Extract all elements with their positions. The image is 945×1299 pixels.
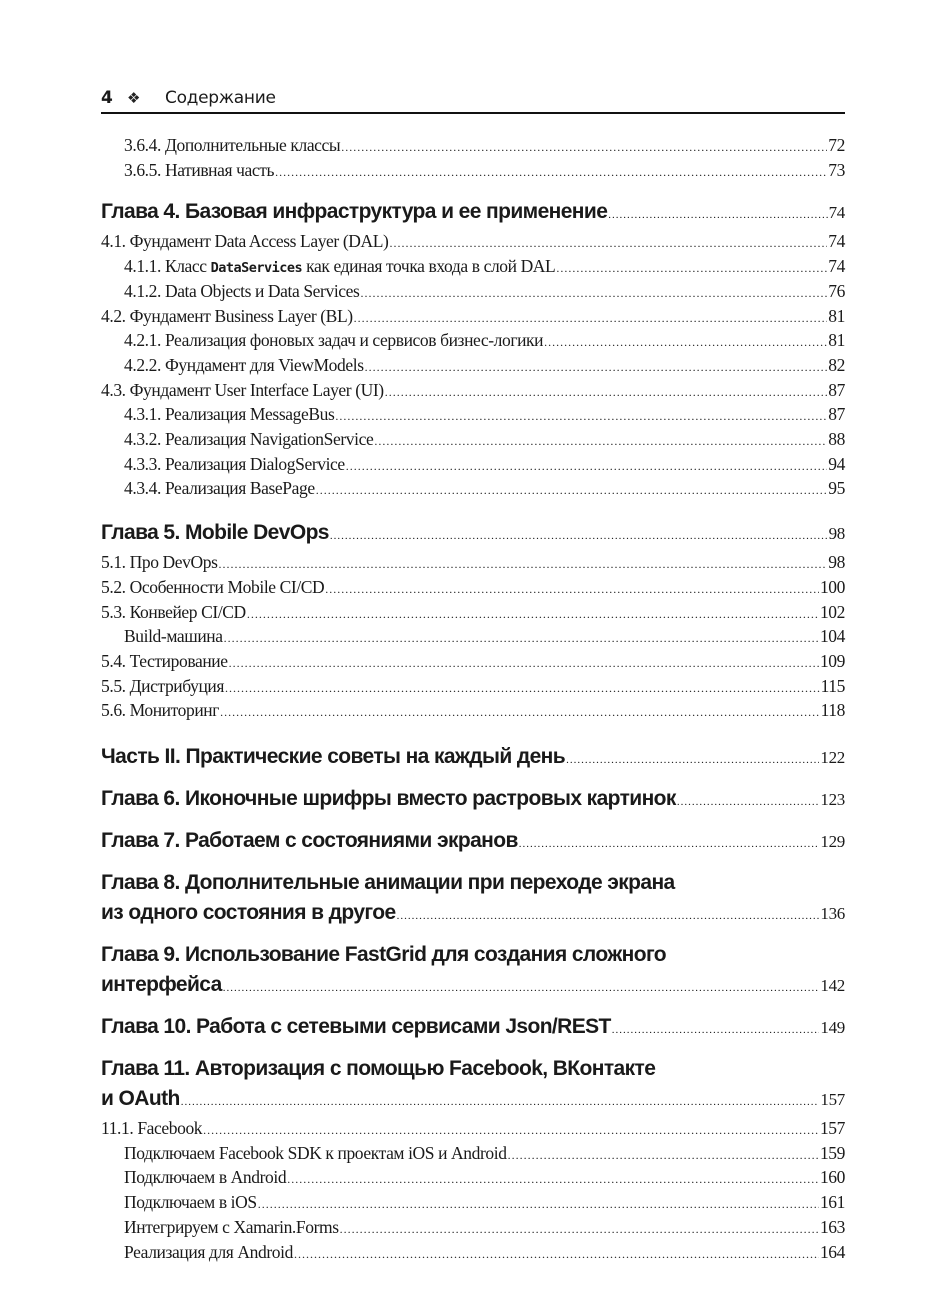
toc-entry[interactable]: Реализация для Android ..... 164 bbox=[101, 1241, 845, 1266]
leader-dots bbox=[335, 405, 827, 428]
toc-entry[interactable]: 4.3.4. Реализация BasePage ..... 95 bbox=[101, 477, 845, 502]
toc-entry[interactable]: 4.2.1. Реализация фоновых задач и сервисов бизнес-логики ..... 81 bbox=[101, 329, 845, 354]
toc-entry[interactable]: Build-машина ..... 104 bbox=[101, 625, 845, 650]
toc-entry[interactable]: 5.6. Мониторинг ..... 118 bbox=[101, 699, 845, 724]
toc-entry[interactable]: 5.4. Тестирование ..... 109 bbox=[101, 650, 845, 675]
toc-entry[interactable]: 5.3. Конвейер CI/CD ..... 102 bbox=[101, 601, 845, 626]
toc-entry[interactable]: Подключаем в Android ..... 160 bbox=[101, 1166, 845, 1191]
toc-chapter-11[interactable]: Глава 11. Авторизация с помощью Facebook, ВКонтакте и OAuth ..... 157 bbox=[101, 1054, 845, 1117]
code-term: DataServices bbox=[210, 260, 303, 277]
toc-entry[interactable]: Интегрируем с Xamarin.Forms ..... 163 bbox=[101, 1216, 845, 1241]
leader-dots bbox=[224, 627, 819, 650]
toc-entry[interactable]: 4.1.2. Data Objects и Data Services ..... 76 bbox=[101, 280, 845, 305]
toc-entry[interactable]: 3.6.4. Дополнительные классы ..... 72 bbox=[101, 134, 845, 159]
toc-entry[interactable]: 3.6.5. Нативная часть ..... 73 bbox=[101, 159, 845, 184]
toc-entry[interactable]: 4.3. Фундамент User Interface Layer (UI) ..... 87 bbox=[101, 379, 845, 404]
leader-dots bbox=[219, 553, 828, 576]
running-header bbox=[101, 86, 845, 110]
header-title: Содержание bbox=[165, 88, 276, 108]
leader-dots bbox=[544, 331, 827, 354]
header-rule bbox=[101, 112, 845, 114]
toc-entry[interactable]: 4.2. Фундамент Business Layer (BL) ..... 81 bbox=[101, 305, 845, 330]
toc-chapter-8[interactable]: Глава 8. Дополнительные анимации при переходе экрана из одного состояния в другое ..... 136 bbox=[101, 868, 845, 931]
toc-entry[interactable]: 4.3.3. Реализация DialogService ..... 94 bbox=[101, 453, 845, 478]
toc-entry[interactable]: 11.1. Facebook ..... 157 bbox=[101, 1117, 845, 1142]
toc-chapter-7[interactable]: Глава 7. Работаем с состояниями экранов ..... 129 bbox=[101, 826, 845, 859]
leader-dots bbox=[397, 901, 820, 931]
leader-dots bbox=[225, 677, 820, 700]
leader-dots bbox=[677, 787, 820, 817]
leader-dots bbox=[247, 603, 819, 626]
leader-dots bbox=[612, 1015, 820, 1045]
leader-dots bbox=[608, 200, 827, 230]
toc-chapter-6[interactable]: Глава 6. Иконочные шрифры вместо растровых картинок ..... 123 bbox=[101, 784, 845, 817]
leader-dots bbox=[365, 356, 828, 379]
toc-entry[interactable]: Подключаем Facebook SDK к проектам iOS и Android ..... 159 bbox=[101, 1142, 845, 1167]
ornament-icon: ❖ bbox=[127, 89, 141, 107]
leader-dots bbox=[223, 973, 820, 1003]
leader-dots bbox=[294, 1243, 819, 1266]
leader-dots bbox=[566, 745, 819, 775]
toc-entry[interactable]: 4.3.2. Реализация NavigationService ..... 88 bbox=[101, 428, 845, 453]
toc-entry[interactable]: 4.1. Фундамент Data Access Layer (DAL) ..... 74 bbox=[101, 230, 845, 255]
leader-dots bbox=[508, 1144, 819, 1167]
toc-chapter-10[interactable]: Глава 10. Работа с сетевыми сервисами Json/REST ..... 149 bbox=[101, 1012, 845, 1045]
toc-entry[interactable]: 5.1. Про DevOps ..... 98 bbox=[101, 551, 845, 576]
leader-dots bbox=[341, 136, 827, 159]
leader-dots bbox=[229, 652, 819, 675]
toc-entry[interactable]: 4.2.2. Фундамент для ViewModels ..... 82 bbox=[101, 354, 845, 379]
toc-entry[interactable]: Подключаем в iOS ..... 161 bbox=[101, 1191, 845, 1216]
leader-dots bbox=[287, 1168, 819, 1191]
leader-dots bbox=[325, 578, 819, 601]
leader-dots bbox=[220, 701, 820, 724]
leader-dots bbox=[385, 381, 828, 404]
toc-chapter-4[interactable]: Глава 4. Базовая инфраструктура и ее применение ..... 74 bbox=[101, 197, 845, 230]
leader-dots bbox=[519, 829, 820, 859]
toc-chapter-5[interactable]: Глава 5. Mobile DevOps ..... 98 bbox=[101, 518, 845, 551]
leader-dots bbox=[354, 307, 828, 330]
leader-dots bbox=[181, 1087, 820, 1117]
leader-dots bbox=[556, 257, 827, 280]
leader-dots bbox=[346, 455, 828, 478]
leader-dots bbox=[389, 232, 827, 255]
leader-dots bbox=[258, 1193, 819, 1216]
toc-entry[interactable]: 4.1.1. Класс DataServices как единая точка входа в слой DAL ..... 74 bbox=[101, 255, 845, 280]
toc-entry[interactable]: 4.3.1. Реализация MessageBus ..... 87 bbox=[101, 403, 845, 428]
toc-entry[interactable]: 5.5. Дистрибуция ..... 115 bbox=[101, 675, 845, 700]
leader-dots bbox=[203, 1119, 819, 1142]
page-number: 4 bbox=[101, 88, 113, 108]
table-of-contents bbox=[101, 134, 845, 1265]
leader-dots bbox=[275, 161, 827, 184]
leader-dots bbox=[360, 282, 827, 305]
leader-dots bbox=[340, 1218, 819, 1241]
toc-entry[interactable]: 5.2. Особенности Mobile CI/CD ..... 100 bbox=[101, 576, 845, 601]
toc-part-2[interactable]: Часть II. Практические советы на каждый день ..... 122 bbox=[101, 742, 845, 775]
toc-chapter-9[interactable]: Глава 9. Использование FastGrid для создания сложного интерфейса ..... 142 bbox=[101, 940, 845, 1003]
leader-dots bbox=[330, 521, 828, 551]
leader-dots bbox=[316, 479, 828, 502]
leader-dots bbox=[374, 430, 827, 453]
